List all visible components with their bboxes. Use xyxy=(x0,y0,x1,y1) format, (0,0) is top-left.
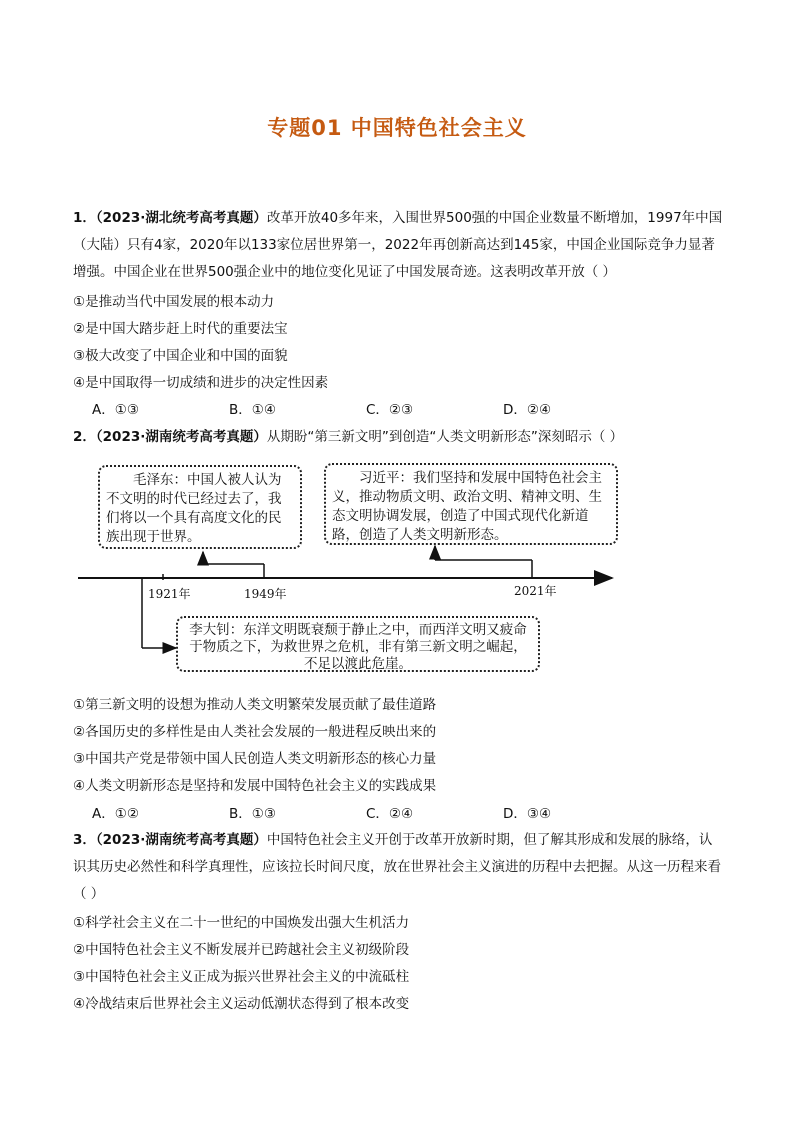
q1-item-4: ④是中国取得一切成绩和进步的决定性因素 xyxy=(73,375,329,391)
question-1-text: 改革开放40多年来，入围世界500强的中国企业数量不断增加，1997年中国（大陆）只有4家，2020年以133家位居世界第一，2022年再创新高达到145家，中国企业国际竞争力显著增强。中国企业在世界500强企业中的地位变化见证了中国发展奇迹。这表明改革开放（ ） xyxy=(73,210,723,280)
quote-xi: 习近平：我们坚持和发展中国特色社会主义，推动物质文明、政治文明、精神文明、生态文明协调发展，创造了中国式现代化新道路，创造了人类文明新形态。 xyxy=(324,463,618,545)
q3-item-4: ④冷战结束后世界社会主义运动低潮状态得到了根本改变 xyxy=(73,996,410,1012)
q1-item-2: ②是中国大踏步赶上时代的重要法宝 xyxy=(73,321,288,337)
quote-li: 李大钊：东洋文明既衰颓于静止之中，而西洋文明又疲命于物质之下，为救世界之危机，非有第三新文明之崛起，不足以渡此危崖。 xyxy=(176,616,540,672)
question-1-source: （2023·湖北统考高考真题） xyxy=(95,210,267,226)
page-title: 专题01 中国特色社会主义 xyxy=(267,116,527,140)
q3-item-2: ②中国特色社会主义不断发展并已跨越社会主义初级阶段 xyxy=(73,942,410,958)
q2-item-3: ③中国共产党是带领中国人民创造人类文明新形态的核心力量 xyxy=(73,751,437,767)
q1-option-b[interactable]: B．①④ xyxy=(229,402,276,418)
q2-option-a[interactable]: A．①② xyxy=(92,806,139,822)
q1-item-1: ①是推动当代中国发展的根本动力 xyxy=(73,294,275,310)
question-2-text: 从期盼“第三新文明”到创造“人类文明新形态”深刻昭示（ ） xyxy=(266,429,624,445)
q1-option-d[interactable]: D．②④ xyxy=(503,402,552,418)
question-3-text: 中国特色社会主义开创于改革开放新时期，但了解其形成和发展的脉络，认识其历史必然性和科学真理性，应该拉长时间尺度，放在世界社会主义演进的历程中去把握。从这一历程来看（ ） xyxy=(73,832,721,902)
question-2-source: （2023·湖南统考高考真题） xyxy=(95,429,267,445)
label-2021: 2021年 xyxy=(514,584,557,598)
question-2-number: 2． xyxy=(73,429,96,445)
q2-item-2: ②各国历史的多样性是由人类社会发展的一般进程反映出来的 xyxy=(73,724,437,740)
q1-option-c[interactable]: C．②③ xyxy=(366,402,414,418)
question-1-number: 1． xyxy=(73,210,96,226)
q1-option-a[interactable]: A．①③ xyxy=(92,402,139,418)
label-1949: 1949年 xyxy=(244,587,287,601)
q1-item-3: ③极大改变了中国企业和中国的面貌 xyxy=(73,348,288,364)
q2-option-c[interactable]: C．②④ xyxy=(366,806,414,822)
q2-options xyxy=(92,802,640,822)
q3-item-3: ③中国特色社会主义正成为振兴世界社会主义的中流砥柱 xyxy=(73,969,410,985)
q2-item-1: ①第三新文明的设想为推动人类文明繁荣发展贡献了最佳道路 xyxy=(73,697,437,713)
question-3-stem xyxy=(73,827,723,908)
q2-option-d[interactable]: D．③④ xyxy=(503,806,552,822)
q2-item-4: ④人类文明新形态是坚持和发展中国特色社会主义的实践成果 xyxy=(73,778,437,794)
question-3-source: （2023·湖南统考高考真题） xyxy=(95,832,267,848)
label-1921: 1921年 xyxy=(148,587,191,601)
q3-item-1: ①科学社会主义在二十一世纪的中国焕发出强大生机活力 xyxy=(73,915,410,931)
q2-option-b[interactable]: B．①③ xyxy=(229,806,276,822)
quote-mao: 毛泽东：中国人被人认为不文明的时代已经过去了，我们将以一个具有高度文化的民族出现于世界。 xyxy=(98,465,302,549)
question-3-number: 3． xyxy=(73,832,96,848)
